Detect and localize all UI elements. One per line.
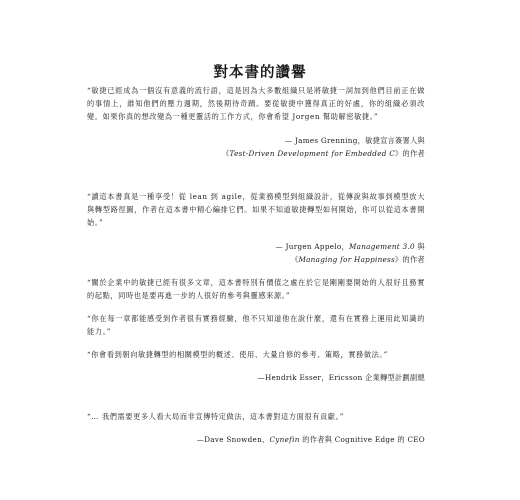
endorsement-quote: “你會看到朝向敏捷轉型的相關模型的概述、使用、大量自修的參考、策略，實務做法。” xyxy=(87,350,388,359)
attribution-line: — James Grenning，敏捷宣言簽署人與 xyxy=(284,136,425,145)
endorsement-hendrik-esser xyxy=(87,276,425,384)
endorsement-quote: “敏捷已經成為一個沒有意義的流行語，這是因為大多數組織只是將敏捷一詞加到他們目前正在做的事情上，維知他們的壓力週期，然後期待奇蹟。要從敏捷中獲得真正的好處，你的組織必須改變。如果你真的想改變為一種更靈活的工作方式，你會希望 Jorgen 幫助解密敏捷。” xyxy=(87,86,425,121)
endorsement-attribution: — Jurgen Appelo，Management 3.0 與 《Managing for Happiness》的作者 xyxy=(275,242,425,264)
endorsement-attribution: —Dave Snowden、Cynefin 的作者與 Cognitive Edge 的 CEO xyxy=(196,435,425,444)
book-title: Cynefin xyxy=(269,435,300,444)
book-title: Test-Driven Development for Embedded C xyxy=(229,149,396,158)
endorsement-attribution xyxy=(87,371,425,384)
endorsement-james-grenning xyxy=(87,84,425,160)
endorsement-quote: “讀這本書真是一種享受！從 lean 到 agile，從業務模型到組織設計，從傳說與故事到模型放大與轉型路徑圖，作者在這本書中精心編排它們。如果不知道敏捷轉型如何開始，你可以從這本書開始。” xyxy=(87,192,425,227)
endorsement-quote: “… 我們需要更多人看大局而非宣傳特定做法，這本書對這方面很有貢獻。” xyxy=(87,412,345,421)
endorsement-jurgen-appelo xyxy=(87,190,425,266)
endorsement-quote: “你在每一章都能感受到作者很有實務經驗，他不只知道他在說什麼，還有在實務上運用此知識的能力。” xyxy=(87,314,425,336)
book-title: Management 3.0 xyxy=(349,242,415,251)
endorsement-attribution: — James Grenning，敏捷宣言簽署人與 《Test-Driven Development for Embedded C》的作者 xyxy=(222,136,425,158)
attribution-line: —Hendrik Esser，Ericsson 企業轉型計劃副總 xyxy=(257,373,425,382)
book-title: Managing for Happiness xyxy=(298,255,396,264)
page-title: 對本書的讚譽 xyxy=(213,64,307,81)
endorsement-dave-snowden xyxy=(87,410,425,446)
endorsement-quote: “關於企業中的敏捷已經有很多文章，這本書特別有價值之處在於它是剛剛要開始的人很好且務實的起點，同時也是要再進一步的人很好的參考與靈感來源。” xyxy=(87,278,425,300)
